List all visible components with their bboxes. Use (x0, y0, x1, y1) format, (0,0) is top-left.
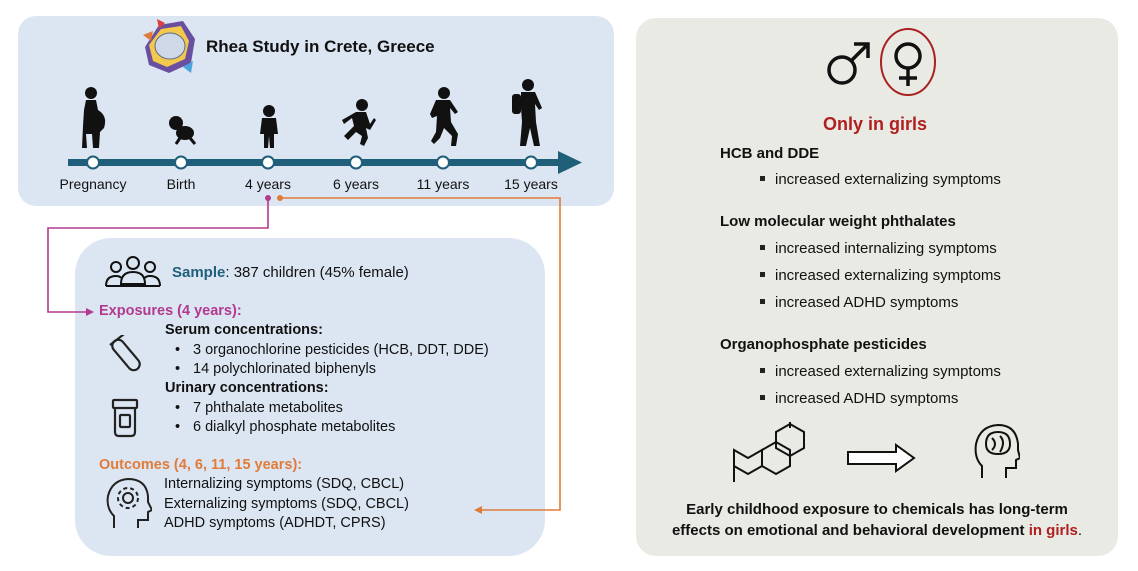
finding-item (760, 390, 958, 407)
male-symbol-icon (824, 40, 874, 90)
finding-item-text: increased ADHD symptoms (775, 294, 959, 311)
timeline-label-15-years: 15 years (504, 176, 558, 192)
brain-head-icon (972, 422, 1020, 480)
pregnant-woman-icon (78, 86, 110, 150)
child-jumping-icon (340, 98, 376, 148)
serum-item: • 14 polychlorinated biphenyls (175, 361, 376, 377)
exposure-arrowhead (86, 308, 94, 316)
urine-container-icon (110, 398, 140, 438)
serum-heading: Serum concentrations: (165, 322, 323, 338)
conclusion-line-2 (640, 520, 1114, 541)
outcomes-heading: Outcomes (4, 6, 11, 15 years): (99, 457, 303, 473)
exposures-heading: Exposures (4 years): (99, 303, 242, 319)
outcome-arrowhead (474, 506, 482, 514)
female-symbol-icon (878, 26, 938, 98)
baby-icon (166, 114, 198, 146)
finding-heading: Low molecular weight phthalates (720, 213, 956, 230)
study-title: Rhea Study in Crete, Greece (206, 37, 435, 56)
timeline-label-pregnancy: Pregnancy (59, 176, 127, 192)
finding-heading: HCB and DDE (720, 145, 820, 162)
finding-item (760, 363, 1001, 380)
finding-item (760, 294, 958, 311)
outcome-item: ADHD symptoms (ADHDT, CPRS) (164, 515, 386, 531)
timeline-label-6-years: 6 years (333, 176, 379, 192)
finding-heading: Organophosphate pesticides (720, 336, 927, 353)
toddler-icon (257, 104, 281, 150)
timeline-label-11-years: 11 years (416, 176, 470, 192)
head-gear-icon (104, 476, 152, 530)
only-girls-label: Only in girls (823, 114, 928, 134)
finding-item-text: increased ADHD symptoms (775, 390, 959, 407)
conclusion-highlight: in girls (1028, 522, 1078, 539)
timeline-label-birth: Birth (166, 176, 196, 192)
finding-item-text: increased internalizing symptoms (775, 240, 997, 257)
urinary-item: • 6 dialkyl phosphate metabolites (175, 419, 396, 435)
urinary-heading: Urinary concentrations: (165, 380, 329, 396)
finding-item (760, 171, 1001, 188)
urinary-item-text: 7 phthalate metabolites (193, 400, 343, 416)
sample-line (172, 264, 409, 281)
conclusion-end: . (1077, 522, 1083, 539)
rhea-logo-icon (139, 17, 199, 75)
serum-item: • 3 organochlorine pesticides (HCB, DDT, DDE) (175, 342, 489, 358)
serum-item-text: 3 organochlorine pesticides (HCB, DDT, DDE) (193, 342, 489, 358)
conclusion (640, 499, 1114, 541)
timeline-label-4-years: 4 years (245, 176, 291, 192)
sample-text: : 387 children (45% female) (225, 264, 409, 281)
blood-tube-icon (106, 335, 150, 377)
serum-item-text: 14 polychlorinated biphenyls (193, 361, 376, 377)
finding-item (760, 240, 997, 257)
finding-item-text: increased externalizing symptoms (775, 171, 1001, 188)
outcome-item: Externalizing symptoms (SDQ, CBCL) (164, 496, 409, 512)
finding-item (760, 267, 1001, 284)
conclusion-line-1: Early childhood exposure to chemicals has long-term (686, 501, 1068, 518)
finding-item-text: increased externalizing symptoms (775, 363, 1001, 380)
right-arrow-icon (846, 443, 916, 473)
outcome-item: Internalizing symptoms (SDQ, CBCL) (164, 476, 405, 492)
urinary-item-text: 6 dialkyl phosphate metabolites (193, 419, 396, 435)
teen-walking-icon (510, 78, 544, 148)
sample-label: Sample (172, 264, 226, 281)
conclusion-line-2-text: effects on emotional and behavioral development (671, 522, 1029, 539)
urinary-item: • 7 phthalate metabolites (175, 400, 343, 416)
timeline-arrowhead (558, 151, 582, 174)
finding-item-text: increased externalizing symptoms (775, 267, 1001, 284)
chemical-structure-icon (728, 422, 808, 488)
group-people-icon (104, 254, 162, 290)
child-running-icon (428, 86, 464, 148)
